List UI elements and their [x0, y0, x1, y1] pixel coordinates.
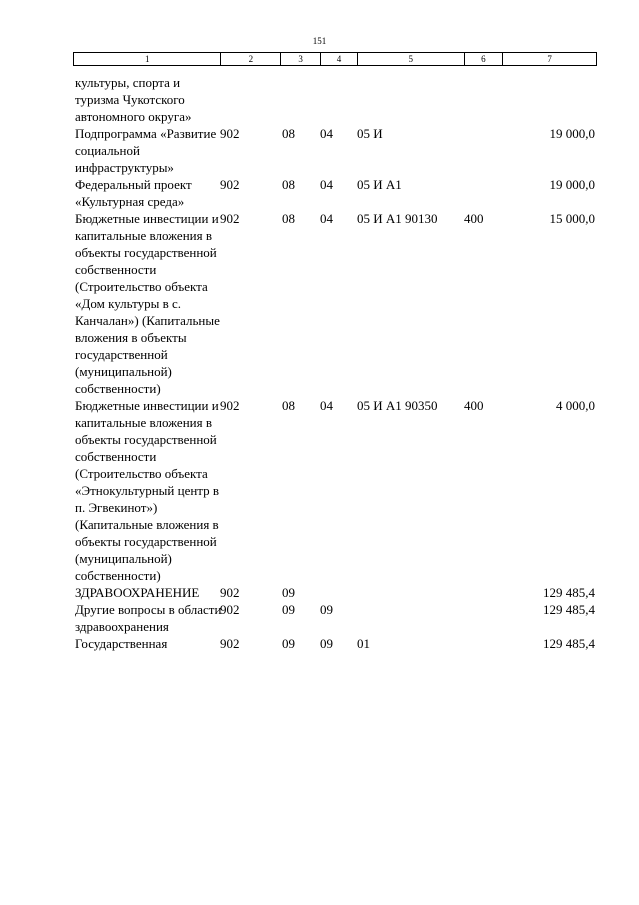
row-subsection: 04: [320, 177, 333, 192]
table-row: [0, 210, 639, 397]
row-section: 08: [282, 126, 295, 141]
column-header-7: 7: [502, 53, 596, 65]
row-grbs: 902: [220, 602, 240, 617]
row-target-article: 05 И А1 90130: [357, 211, 438, 226]
column-header-3: 3: [280, 53, 320, 65]
row-grbs: 902: [220, 211, 240, 226]
row-subsection: 09: [320, 602, 333, 617]
table-header: [73, 52, 597, 66]
column-header-1: 1: [144, 54, 150, 64]
row-grbs: 902: [220, 126, 240, 141]
row-section: 09: [282, 636, 295, 651]
table-row: [0, 635, 639, 652]
row-section: 09: [282, 585, 295, 600]
column-header-2: 2: [220, 53, 280, 65]
row-section: 08: [282, 398, 295, 413]
row-sum: 129 485,4: [543, 636, 595, 651]
row-sum: 4 000,0: [556, 398, 595, 413]
row-grbs: 902: [220, 398, 240, 413]
row-name: Федеральный проект «Культурная среда»: [75, 177, 192, 209]
page-number: 151: [312, 36, 327, 46]
row-sum: 129 485,4: [543, 602, 595, 617]
table-row: [0, 601, 639, 635]
row-grbs: 902: [220, 177, 240, 192]
row-sum: 129 485,4: [543, 585, 595, 600]
row-target-article: 05 И: [357, 126, 383, 141]
row-name: Подпрограмма «Развитие социальной инфраструктуры»: [75, 126, 217, 175]
row-sum: 15 000,0: [549, 211, 595, 226]
row-subsection: 04: [320, 126, 333, 141]
table-row: [0, 584, 639, 601]
row-target-article: 05 И А1: [357, 177, 402, 192]
row-sum: 19 000,0: [549, 126, 595, 141]
row-name: Государственная: [75, 636, 168, 651]
table-row: [0, 74, 639, 125]
column-header-5: 5: [357, 53, 464, 65]
column-header-6: 6: [464, 53, 503, 65]
row-target-article: 05 И А1 90350: [357, 398, 438, 413]
table-body: [0, 74, 639, 652]
row-expense-type: 400: [464, 398, 484, 413]
column-header-4: 4: [320, 53, 357, 65]
row-name: Другие вопросы в области здравоохранения: [75, 602, 222, 634]
row-section: 08: [282, 211, 295, 226]
row-grbs: 902: [220, 636, 240, 651]
row-grbs: 902: [220, 585, 240, 600]
row-name: Бюджетные инвестиции и капитальные вложения в объекты государственной собственности (Строительство объекта «Этнокультурный центр в п. Эгвекинот») (Капитальные вложения в объекты государственной (муниципальной) собственности): [75, 398, 220, 583]
row-section: 08: [282, 177, 295, 192]
row-sum: 19 000,0: [549, 177, 595, 192]
table-row: [0, 397, 639, 584]
row-subsection: 04: [320, 398, 333, 413]
table-row: [0, 125, 639, 176]
row-name: ЗДРАВООХРАНЕНИЕ: [75, 585, 200, 600]
row-target-article: 01: [357, 636, 370, 651]
row-name: Бюджетные инвестиции и капитальные вложения в объекты государственной собственности (Строительство объекта «Дом культуры в с. Канчалан») (Капитальные вложения в объекты государственной (муниципальной) собственности): [75, 211, 220, 396]
row-subsection: 09: [320, 636, 333, 651]
table-row: [0, 176, 639, 210]
row-name: культуры, спорта и туризма Чукотского автономного округа»: [75, 75, 192, 124]
row-subsection: 04: [320, 211, 333, 226]
row-expense-type: 400: [464, 211, 484, 226]
row-section: 09: [282, 602, 295, 617]
